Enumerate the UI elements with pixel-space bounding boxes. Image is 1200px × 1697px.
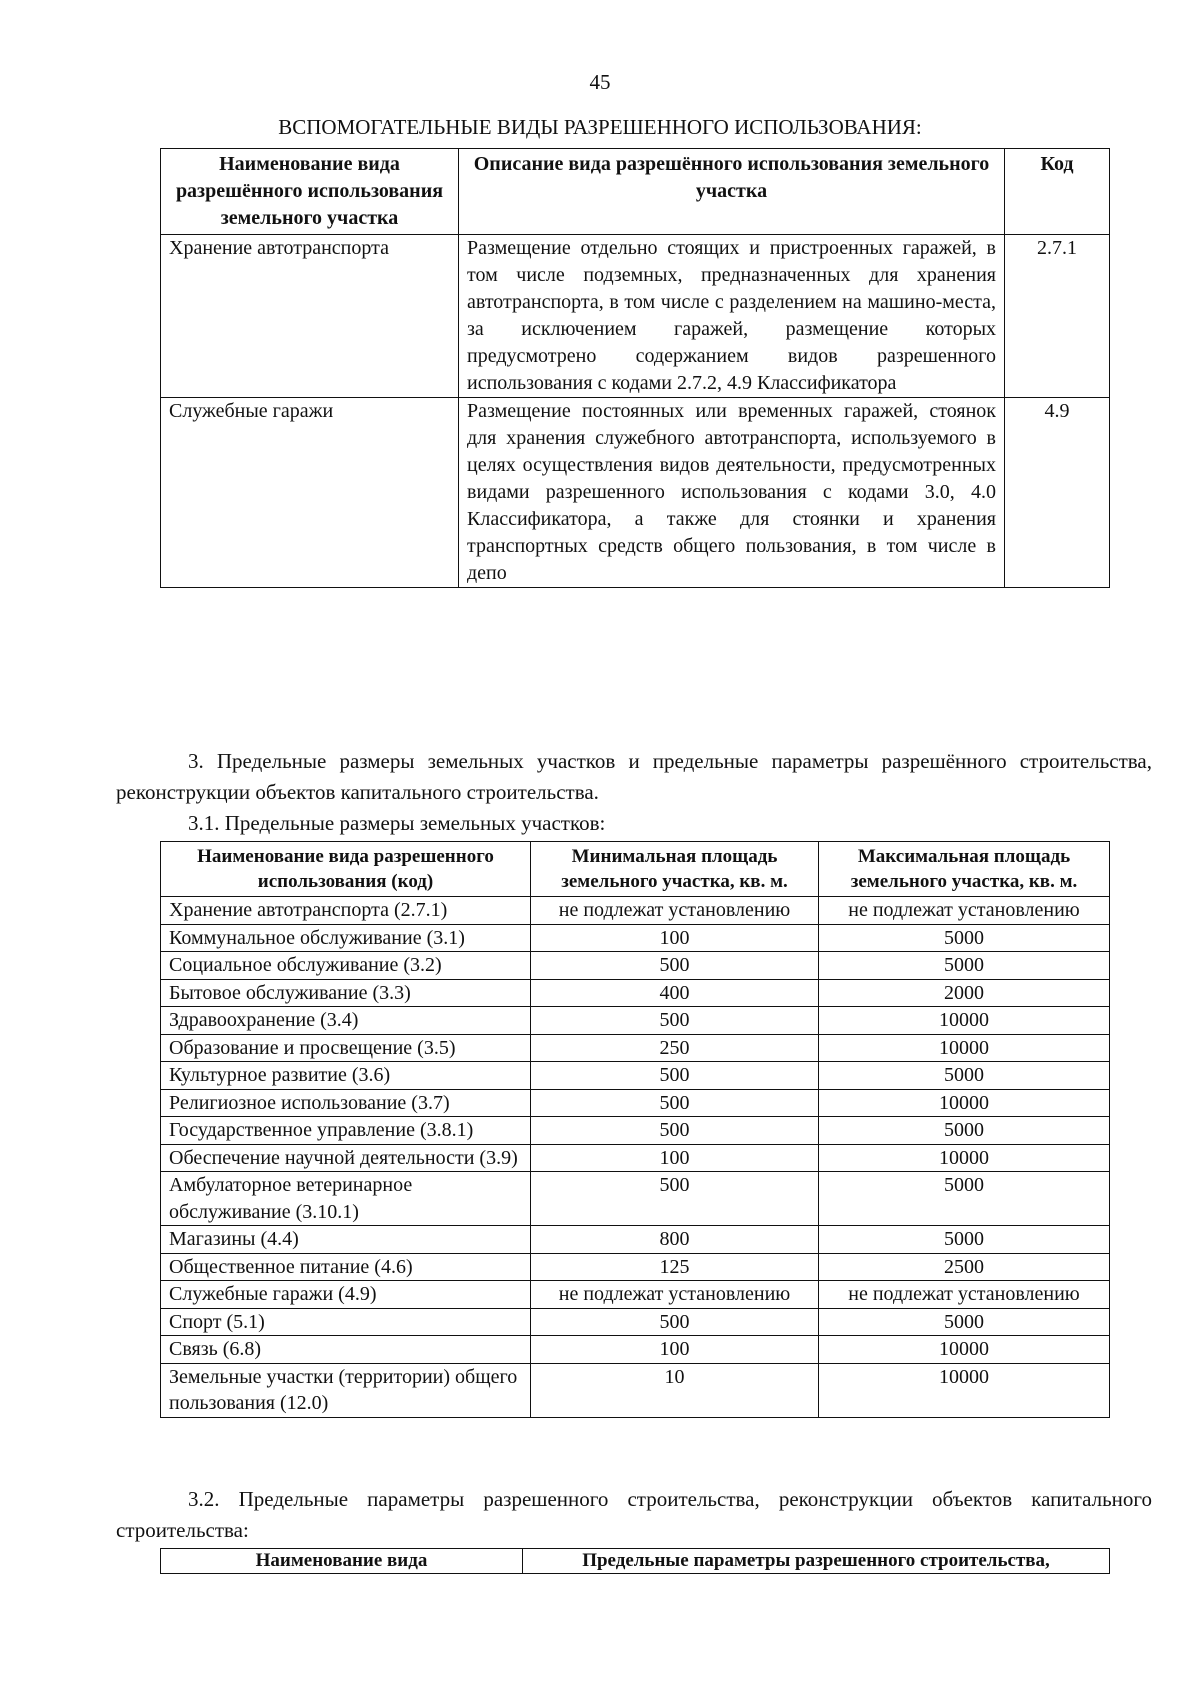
auxiliary-uses-table bbox=[160, 148, 1110, 588]
section-3-paragraph: 3. Предельные размеры земельных участков и предельные параметры разрешённого строительства, реконструкции объектов капитального строительства. bbox=[116, 749, 1152, 804]
section-3-1-heading: 3.1. Предельные размеры земельных участков: bbox=[188, 811, 606, 835]
table-row bbox=[161, 1117, 1110, 1145]
use-name: Хранение автотранспорта bbox=[161, 235, 459, 398]
min-area: 500 bbox=[531, 1089, 819, 1117]
table-row bbox=[161, 1007, 1110, 1035]
construction-parameters-table bbox=[160, 1548, 1110, 1574]
use-name: Магазины (4.4) bbox=[161, 1226, 531, 1254]
min-area: 400 bbox=[531, 979, 819, 1007]
min-area: 800 bbox=[531, 1226, 819, 1254]
max-area: 10000 bbox=[819, 1034, 1110, 1062]
table-row bbox=[161, 1336, 1110, 1364]
table-row bbox=[161, 1226, 1110, 1254]
use-name: Хранение автотранспорта (2.7.1) bbox=[161, 897, 531, 925]
table-row bbox=[161, 1034, 1110, 1062]
use-name: Социальное обслуживание (3.2) bbox=[161, 952, 531, 980]
max-area: не подлежат установлению bbox=[819, 1281, 1110, 1309]
max-area: 5000 bbox=[819, 1308, 1110, 1336]
max-area: 5000 bbox=[819, 1062, 1110, 1090]
max-area: 10000 bbox=[819, 1336, 1110, 1364]
table-row bbox=[161, 1062, 1110, 1090]
use-name: Культурное развитие (3.6) bbox=[161, 1062, 531, 1090]
max-area: 5000 bbox=[819, 1172, 1110, 1226]
column-header-description: Описание вида разрешённого использования земельного участка bbox=[459, 149, 1005, 235]
use-name: Государственное управление (3.8.1) bbox=[161, 1117, 531, 1145]
max-area: 10000 bbox=[819, 1089, 1110, 1117]
table-row bbox=[161, 1308, 1110, 1336]
max-area: 5000 bbox=[819, 924, 1110, 952]
use-description: Размещение отдельно стоящих и пристроенных гаражей, в том числе подземных, предназначенных для хранения автотранспорта, в том числе с разделением на машино-места, за исключением гаражей, размещение которых предусмотрено содержанием видов разрешенного использования с кодами 2.7.2, 4.9 Классификатора bbox=[459, 235, 1005, 398]
page-number: 45 bbox=[589, 70, 611, 94]
max-area: 10000 bbox=[819, 1363, 1110, 1417]
use-name: Здравоохранение (3.4) bbox=[161, 1007, 531, 1035]
max-area: 10000 bbox=[819, 1144, 1110, 1172]
column-header-name: Наименование вида bbox=[161, 1549, 523, 1574]
use-name: Религиозное использование (3.7) bbox=[161, 1089, 531, 1117]
table-row bbox=[161, 924, 1110, 952]
max-area: 5000 bbox=[819, 952, 1110, 980]
use-description: Размещение постоянных или временных гаражей, стоянок для хранения служебного автотранспорта, используемого в целях осуществления видов деятельности, предусмотренных видами разрешенного использования с кодами 3.0, 4.0 Классификатора, а также для стоянки и хранения транспортных средств общего пользования, в том числе в депо bbox=[459, 398, 1005, 588]
plot-size-table bbox=[160, 841, 1110, 1418]
column-header-name: Наименование вида разрешённого использования земельного участка bbox=[161, 149, 459, 235]
table-row bbox=[161, 897, 1110, 925]
table-row bbox=[161, 1144, 1110, 1172]
max-area: не подлежат установлению bbox=[819, 897, 1110, 925]
column-header-code: Код bbox=[1005, 149, 1110, 235]
table-row bbox=[161, 235, 1110, 398]
use-name: Земельные участки (территории) общего пользования (12.0) bbox=[161, 1363, 531, 1417]
min-area: 100 bbox=[531, 1144, 819, 1172]
table-row bbox=[161, 1363, 1110, 1417]
use-name: Связь (6.8) bbox=[161, 1336, 531, 1364]
use-name: Коммунальное обслуживание (3.1) bbox=[161, 924, 531, 952]
use-name: Образование и просвещение (3.5) bbox=[161, 1034, 531, 1062]
use-name: Обеспечение научной деятельности (3.9) bbox=[161, 1144, 531, 1172]
min-area: 100 bbox=[531, 1336, 819, 1364]
min-area: 500 bbox=[531, 1172, 819, 1226]
table-row bbox=[161, 979, 1110, 1007]
min-area: 250 bbox=[531, 1034, 819, 1062]
table-header-row bbox=[161, 842, 1110, 897]
column-header-name: Наименование вида разрешенного использования (код) bbox=[161, 842, 531, 897]
min-area: 10 bbox=[531, 1363, 819, 1417]
column-header-max-area: Максимальная площадь земельного участка, кв. м. bbox=[819, 842, 1110, 897]
table-header-row bbox=[161, 149, 1110, 235]
use-name: Служебные гаражи bbox=[161, 398, 459, 588]
table-row bbox=[161, 1253, 1110, 1281]
max-area: 2000 bbox=[819, 979, 1110, 1007]
use-name: Общественное питание (4.6) bbox=[161, 1253, 531, 1281]
max-area: 5000 bbox=[819, 1117, 1110, 1145]
column-header-min-area: Минимальная площадь земельного участка, кв. м. bbox=[531, 842, 819, 897]
min-area: не подлежат установлению bbox=[531, 1281, 819, 1309]
use-name: Спорт (5.1) bbox=[161, 1308, 531, 1336]
min-area: 500 bbox=[531, 1062, 819, 1090]
use-code: 2.7.1 bbox=[1005, 235, 1110, 398]
min-area: не подлежат установлению bbox=[531, 897, 819, 925]
min-area: 125 bbox=[531, 1253, 819, 1281]
section-heading: ВСПОМОГАТЕЛЬНЫЕ ВИДЫ РАЗРЕШЕННОГО ИСПОЛЬЗОВАНИЯ: bbox=[278, 115, 922, 139]
min-area: 500 bbox=[531, 952, 819, 980]
table-header-row bbox=[161, 1549, 1110, 1574]
min-area: 500 bbox=[531, 1117, 819, 1145]
table-row bbox=[161, 1172, 1110, 1226]
max-area: 5000 bbox=[819, 1226, 1110, 1254]
table-row bbox=[161, 1089, 1110, 1117]
use-code: 4.9 bbox=[1005, 398, 1110, 588]
table-row bbox=[161, 1281, 1110, 1309]
max-area: 2500 bbox=[819, 1253, 1110, 1281]
section-3-2-paragraph: 3.2. Предельные параметры разрешенного строительства, реконструкции объектов капитального строительства: bbox=[116, 1487, 1152, 1542]
use-name: Бытовое обслуживание (3.3) bbox=[161, 979, 531, 1007]
use-name: Служебные гаражи (4.9) bbox=[161, 1281, 531, 1309]
column-header-parameters: Предельные параметры разрешенного строительства, bbox=[523, 1549, 1110, 1574]
max-area: 10000 bbox=[819, 1007, 1110, 1035]
table-row bbox=[161, 952, 1110, 980]
min-area: 500 bbox=[531, 1308, 819, 1336]
min-area: 500 bbox=[531, 1007, 819, 1035]
use-name: Амбулаторное ветеринарное обслуживание (3.10.1) bbox=[161, 1172, 531, 1226]
min-area: 100 bbox=[531, 924, 819, 952]
table-row bbox=[161, 398, 1110, 588]
